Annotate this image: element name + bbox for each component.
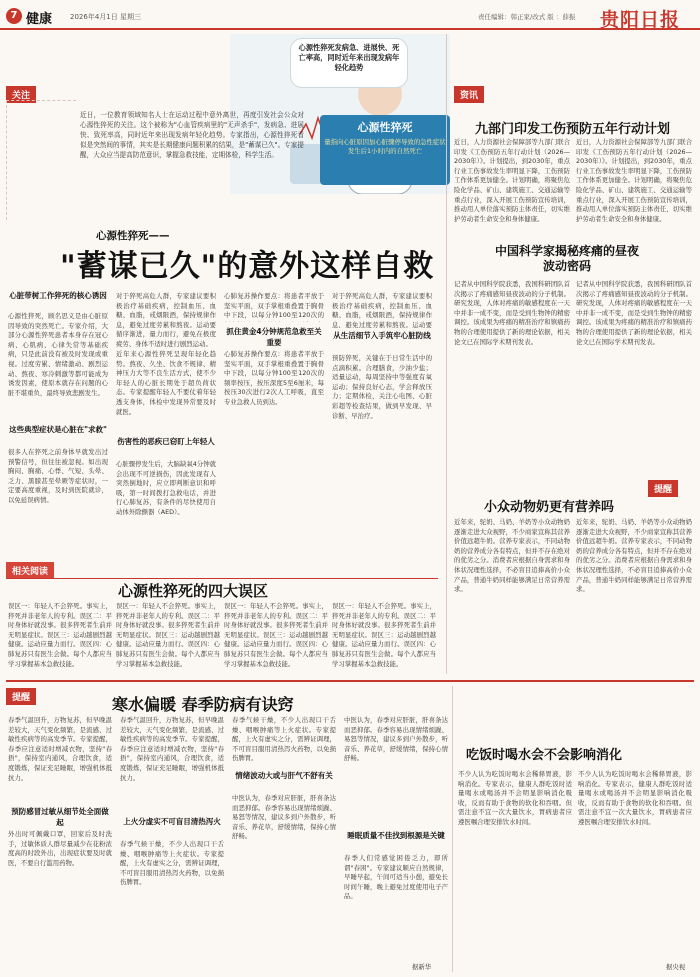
news3-text-a: 近年来，驼奶、马奶、羊奶等小众动物奶逐渐走进大众视野，不少商家宣称其营养价值远超牛奶。营养专家表示，不同动物奶的营养成分各有特点，但并不存在绝对的优劣之分。消费者应根据自身需求和身体状况理性选择，不必盲目追捧高价小众产品，普通牛奶同样能够满足日常营养需求。 [454, 518, 570, 594]
intro-frame [6, 100, 76, 220]
tag-reminder: 提醒 [648, 480, 678, 497]
page-header [0, 0, 700, 30]
col1-subheading: 心脏带树工作猝死的核心诱因 [9, 291, 107, 300]
speech-bubble [290, 38, 408, 88]
related-rule [6, 578, 438, 579]
col4-text: 对于猝死高危人群，专家建议要积极治疗基础疾病，控制血压、血糖、血脂，戒烟限酒，保持规律作息，避免过度劳累和熬夜。运动要 [332, 292, 432, 328]
tag-focus: 关注 [6, 86, 36, 103]
col1-text2: 很多人在猝死之前身体早就发出过预警信号，但往往被忽视。如出现胸闷、胸痛、心悸、气短、头晕、乏力、黑朦甚至晕厥等症状时，一定要高度重视，及时到医院就诊，以免延误病情。 [8, 448, 108, 504]
issue-date: 2026年4月1日 星期三 [70, 13, 141, 21]
col2-text-b: 近年来心源性猝死呈现年轻化趋势。熬夜、久坐、饮食不规律、精神压力大等不良生活方式，使不少年轻人的心脏长期处于超负荷状态。专家提醒年轻人不要仗着年轻透支身体，体检中发现异常要及时就医。 [116, 350, 216, 416]
season-intro: 春季气温回升，万物复苏，但早晚温差较大，天气变化频繁，是流感、过敏性疾病等的高发季节。专家提醒，春季应注意适时增减衣物，坚持"春捂"，保持室内通风，合理饮食，适度锻炼，保证充足睡眠，增强机体抵抗力。 [8, 716, 112, 782]
editor-credits: 责任编辑：韩正家/改式 版 ：薛振 [478, 13, 576, 21]
tag-related: 相关阅读 [6, 562, 54, 579]
feature-intro: 近日，一位教育领域知名人士在运动过程中意外离世，再度引发社会公众对心源性猝死的关注。这个被称为"心血管疾病里的"无声杀手"，发病急、进展快、致死率高，同时近年来出现发病年轻化趋势。专家指出，心源性猝死看似是突然间的事情，其实是长期健康问题积累的结果，是"蓄谋已久"。专家提醒，大众应当提高防范意识，掌握急救技能，定期体检，科学生活。 [80, 111, 304, 159]
season-sub3: 情绪波动大或与肝气不舒有关 [235, 771, 333, 780]
newspaper-logo: 贵阳日报 [600, 9, 681, 31]
season-sub3-text: 中医认为，春季对应肝脏，肝喜条达而恶抑郁。春季容易出现情绪烦躁、易怒等情况，建议多到户外散步，听音乐、养花草，舒缓情绪，保持心情舒畅。 [232, 794, 336, 841]
poster-card [320, 115, 450, 185]
news3-text-b: 近年来，驼奶、马奶、羊奶等小众动物奶逐渐走进大众视野，不少商家宣称其营养价值远超牛奶。营养专家表示，不同动物奶的营养成分各有特点，但并不存在绝对的优劣之分。消费者应根据自身需求和身体状况理性选择，不必盲目追捧高价小众产品，普通牛奶同样能够满足日常营养需求。 [576, 518, 692, 594]
tag-season: 提醒 [6, 688, 36, 705]
season-sub2: 上火分虚实不可盲目清热泻火 [123, 817, 221, 826]
feature-kicker: 心源性猝死—— [96, 230, 170, 242]
col4-text2: 预防猝死，关键在于日常生活中的点滴积累。合理膳食，少油少盐；适量运动，每周坚持中等强度有氧运动；保持良好心态，学会释放压力；定期体检，关注心电图、心脏彩超等检查结果，做到早发现、早诊断、早治疗。 [332, 354, 432, 420]
col1-text: 心源性猝死，顾名思义是由心脏原因导致的突然死亡。专家介绍，大部分心源性猝死患者本身存在冠心病、心肌病、心律失常等基础疾病，只是此前没有被及时发现或重视。过度劳累、情绪激动、剧烈运动、熬夜、寒冷刺激等都可能成为诱发因素，使原本就存在问题的心脏不堪重负，最终导致悲剧发生。 [8, 312, 108, 397]
section-name: 健康 [26, 12, 53, 27]
season-author: 据新华 [412, 963, 432, 971]
illustration-caption: 心源性猝死发病急、进展快、死亡率高，同时近年来出现发病年轻化趋势 [298, 43, 400, 72]
col2-text3: 心脏骤停发生后，大脑缺氧4分钟就会出现不可逆损伤，因此发现有人突然倒地时，应立即判断意识和呼吸，第一时间拨打急救电话，并进行心肺复苏，有条件的尽快使用自动体外除颤器（AED）。 [116, 460, 216, 516]
col1-subheading2: 这些典型症状是心脏在"求救" [9, 425, 107, 434]
news2-text-b: 记者从中国科学院获悉，我国科研团队首次揭示了疼痛感知昼夜波动的分子机制。研究发现，人体对疼痛的敏感程度在一天中并非一成不变，而是受到生物钟的精密调控。该成果为疼痛的精准治疗和镇痛药物的合理使用提供了新的理论依据，相关论文已在国际学术期刊发表。 [576, 280, 692, 346]
related-text-4: 误区一：年轻人不会猝死。事实上，猝死并非老年人的专利。误区二：平时身体好就没事。很多猝死者生前并无明显症状。误区三：运动越剧烈越健康。运动应量力而行。误区四：心肺复苏只有医生会做。每个人都应当学习掌握基本急救技能。 [332, 602, 436, 668]
news3-title: 小众动物奶更有营养吗 [484, 500, 615, 515]
season-sub2-text: 春季气候干燥，不少人出现口干舌燥、咽喉肿痛等上火症状。专家提醒，上火有虚实之分，需辨证调理，不可盲目服用清热泻火药物，以免损伤脾胃。 [120, 840, 224, 887]
tag-news: 资讯 [454, 86, 484, 103]
news2-title: 中国科学家揭秘疼痛的昼夜波动密码 [494, 244, 639, 273]
related-text-2: 误区一：年轻人不会猝死。事实上，猝死并非老年人的专利。误区二：平时身体好就没事。很多猝死者生前并无明显症状。误区三：运动越剧烈越健康。运动应量力而行。误区四：心肺复苏只有医生会做。每个人都应当学习掌握基本急救技能。 [116, 602, 220, 668]
season-sub4: 睡眠质量不佳找到根源是关键 [347, 831, 445, 840]
feature-headline: "蓄谋已久"的意外这样自救 [60, 249, 435, 284]
news4-text-a: 不少人认为吃饭时喝水会稀释胃液，影响消化。专家表示，健康人群吃饭时适量喝水或喝汤并不会明显影响消化吸收，反而有助于食物的软化和吞咽。但需注意不宜一次大量饮水，胃病患者应遵医嘱合理安排饮水时间。 [458, 770, 572, 826]
news4-author: 据央视 [666, 963, 686, 971]
related-title: 心源性猝死的四大误区 [118, 582, 269, 600]
season-col4-text: 中医认为，春季对应肝脏，肝喜条达而恶抑郁。春季容易出现情绪烦躁、易怒等情况，建议多到户外散步，听音乐、养花草，舒缓情绪，保持心情舒畅。 [344, 716, 448, 763]
season-col3-text: 春季气候干燥，不少人出现口干舌燥、咽喉肿痛等上火症状。专家提醒，上火有虚实之分，需辨证调理，不可盲目服用清热泻火药物，以免损伤脾胃。 [232, 716, 336, 763]
season-title: 寒水偏暖 春季防病有诀窍 [112, 695, 294, 714]
poster-text: 量指向心脏原因加心脏骤停导致的急性症状发生后1小时内的自然死亡 [324, 138, 446, 155]
col2-subheading2: 伤害性的恶疾已窃盯上年轻人 [117, 437, 215, 446]
col3-text-b: 心肺复苏操作要点：将患者平放于坚实平面，双手掌根重叠置于胸骨中下段，以每分钟100至120次的频率按压，按压深度5至6厘米，每按压30次进行2次人工呼吸，直至专业急救人员到达。 [224, 350, 324, 406]
news1-text-a: 近日，人力资源社会保障部等九部门联合印发《工伤预防五年行动计划（2026—2030年）》。计划提出，到2030年，重点行业工伤事故发生率明显下降，工伤预防工作体系更加健全。计划明确，将聚焦危险化学品、矿山、建筑施工、交通运输等重点行业，深入开展工伤预防宣传培训，推动用人单位落实预防主体责任，切实维护劳动者生命安全和身体健康。 [454, 138, 570, 223]
bottom-divider [452, 686, 453, 972]
news4-title: 吃饭时喝水会不会影响消化 [466, 748, 623, 763]
news1-title: 九部门印发工伤预防五年行动计划 [475, 122, 671, 137]
col3-text-a: 心肺复苏操作要点：将患者平放于坚实平面，双手掌根重叠置于胸骨中下段，以每分钟100至120次的 [224, 292, 324, 320]
season-sub1: 预防感冒过敏从细节处全面做起 [11, 807, 109, 827]
column-divider [446, 34, 447, 674]
news4-text-b: 不少人认为吃饭时喝水会稀释胃液，影响消化。专家表示，健康人群吃饭时适量喝水或喝汤并不会明显影响消化吸收，反而有助于食物的软化和吞咽。但需注意不宜一次大量饮水，胃病患者应遵医嘱合理安排饮水时间。 [578, 770, 692, 826]
poster-title: 心源性猝死 [357, 121, 413, 134]
col2-text: 对于猝死高危人群，专家建议要积极治疗基础疾病，控制血压、血糖、血脂，戒烟限酒，保持规律作息，避免过度劳累和熬夜。运动要循序渐进，量力而行，避免在极度疲劳、身体不适时进行剧烈运动。 [116, 292, 216, 348]
season-sub4-text: 春季人们常感觉困倦乏力，即所谓"春困"。专家建议顺应自然规律，早睡早起，午间可适当小憩，避免长时间午睡，晚上避免过度使用电子产品。 [344, 854, 448, 901]
news2-text-a: 记者从中国科学院获悉，我国科研团队首次揭示了疼痛感知昼夜波动的分子机制。研究发现，人体对疼痛的敏感程度在一天中并非一成不变，而是受到生物钟的精密调控。该成果为疼痛的精准治疗和镇痛药物的合理使用提供了新的理论依据，相关论文已在国际学术期刊发表。 [454, 280, 570, 346]
season-col2-text: 春季气温回升，万物复苏，但早晚温差较大，天气变化频繁，是流感、过敏性疾病等的高发季节。专家提醒，春季应注意适时增减衣物，坚持"春捂"，保持室内通风，合理饮食，适度锻炼，保证充足睡眠，增强机体抵抗力。 [120, 716, 224, 782]
related-text-3: 误区一：年轻人不会猝死。事实上，猝死并非老年人的专利。误区二：平时身体好就没事。很多猝死者生前并无明显症状。误区三：运动越剧烈越健康。运动应量力而行。误区四：心肺复苏只有医生会做。每个人都应当学习掌握基本急救技能。 [224, 602, 328, 668]
related-text-1: 误区一：年轻人不会猝死。事实上，猝死并非老年人的专利。误区二：平时身体好就没事。很多猝死者生前并无明显症状。误区三：运动越剧烈越健康。运动应量力而行。误区四：心肺复苏只有医生会做。每个人都应当学习掌握基本急救技能。 [8, 602, 112, 668]
col2-subheading: 抓住黄金4分钟规范急救至关重要 [226, 327, 322, 347]
news1-text-b: 近日，人力资源社会保障部等九部门联合印发《工伤预防五年行动计划（2026—2030年）》。计划提出，到2030年，重点行业工伤事故发生率明显下降，工伤预防工作体系更加健全。计划明确，将聚焦危险化学品、矿山、建筑施工、交通运输等重点行业，深入开展工伤预防宣传培训，推动用人单位落实预防主体责任，切实维护劳动者生命安全和身体健康。 [576, 138, 692, 223]
page-number: 7 [6, 8, 22, 24]
col3-subheading: 从生活细节入手筑牢心脏防线 [333, 331, 431, 340]
bottom-rule [6, 680, 694, 682]
season-sub1-text: 外出时可佩戴口罩，回家后及时洗手，过敏体质人群尽量减少在花粉浓度高的时段外出，出现症状要及时就医，不要自行滥用药物。 [8, 830, 112, 867]
